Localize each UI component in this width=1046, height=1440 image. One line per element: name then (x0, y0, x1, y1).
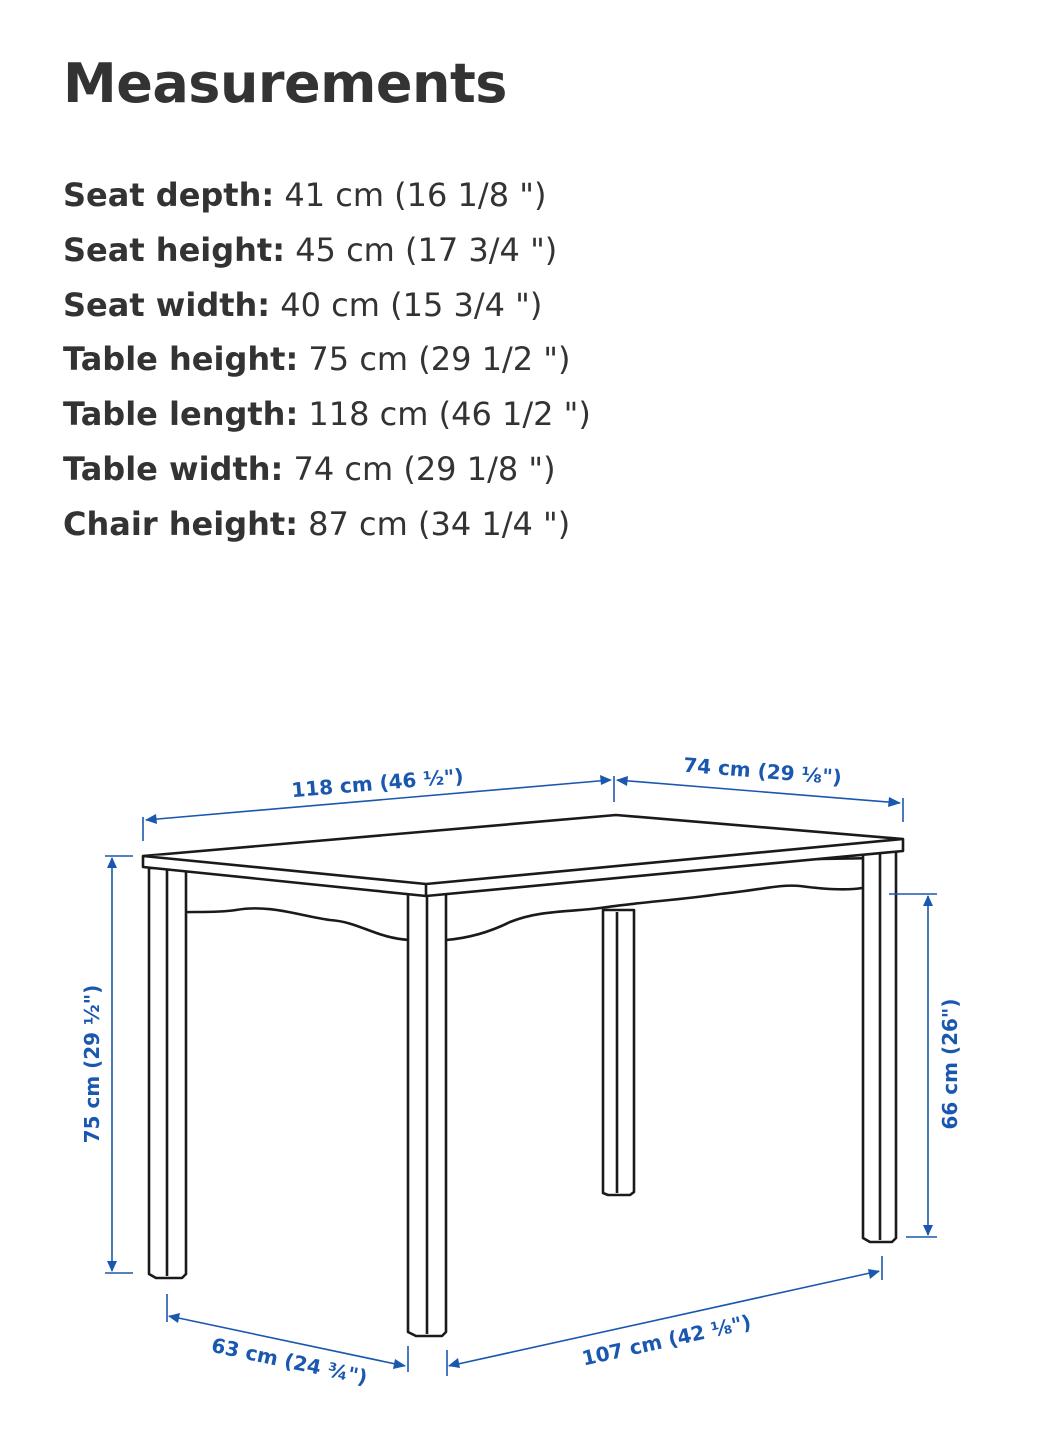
dim-arrow (600, 775, 612, 785)
dim-arrow (107, 857, 117, 868)
dim-top-width-line (617, 780, 900, 803)
table-dimension-diagram (0, 700, 1046, 1440)
dim-arrow (107, 1261, 117, 1272)
table-illustration (143, 815, 903, 1336)
dim-label-top-length: 118 cm (46 ½") (290, 763, 465, 803)
dim-label-height: 75 cm (29 ½") (80, 984, 104, 1144)
dim-arrow (168, 1313, 180, 1323)
dim-arrow (923, 1225, 933, 1236)
dim-arrow (888, 797, 901, 807)
spec-value: 40 cm (15 3/4 ") (270, 285, 543, 324)
spec-label: Table height: (63, 340, 299, 379)
page-title: Measurements (63, 52, 507, 115)
dim-label-clearance: 66 cm (26") (938, 998, 962, 1130)
spec-label: Table length: (63, 395, 299, 434)
spec-label: Seat width: (63, 285, 271, 324)
dim-label-top-width: 74 cm (29 ⅛") (682, 752, 843, 790)
spec-value: 87 cm (34 1/4 ") (297, 504, 571, 543)
spec-label: Seat height: (63, 230, 286, 269)
spec-table-height (63, 332, 591, 387)
spec-label: Seat depth: (63, 176, 275, 214)
spec-label: Table width: (63, 449, 284, 488)
measurements-list (63, 168, 591, 552)
spec-seat-width (63, 278, 591, 333)
spec-table-length (63, 387, 591, 442)
spec-seat-height (63, 223, 591, 278)
dim-arrow (393, 1359, 406, 1369)
dim-arrow (923, 895, 933, 906)
dim-label-leg-depth: 63 cm (24 ¾") (209, 1332, 370, 1390)
spec-value: 75 cm (29 1/2 ") (298, 340, 571, 379)
spec-value: 118 cm (46 1/2 ") (298, 395, 591, 434)
spec-seat-depth (63, 168, 591, 223)
spec-value: 41 cm (16 1/8 ") (274, 176, 547, 214)
spec-value: 45 cm (17 3/4 ") (285, 230, 558, 269)
dim-arrow (145, 814, 157, 824)
spec-label: Chair height: (63, 504, 298, 543)
dim-label-leg-length: 107 cm (42 ⅛") (579, 1309, 754, 1371)
spec-value: 74 cm (29 1/8 ") (283, 449, 556, 488)
spec-table-width (63, 442, 591, 497)
back-left-leg (603, 910, 634, 1195)
spec-chair-height (63, 497, 591, 552)
dim-arrow (616, 776, 628, 786)
